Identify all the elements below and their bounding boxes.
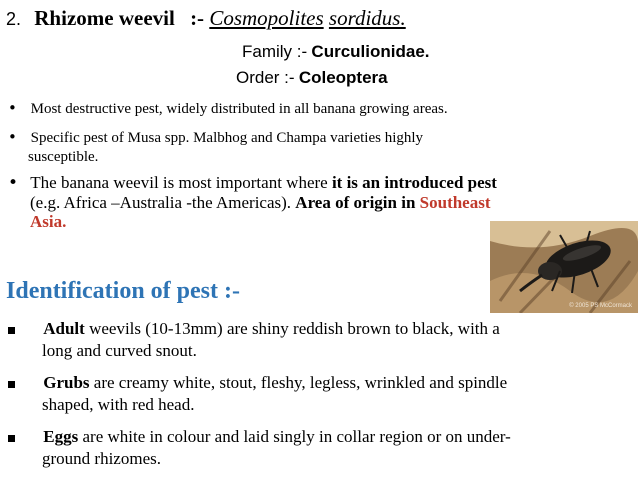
bullet-3-red-2: Asia. xyxy=(30,212,67,231)
bullet-3-pre: The banana weevil is most important where xyxy=(30,173,328,192)
bullet-3-line2-bold: Area of origin in xyxy=(295,193,416,212)
family-label: Family :- xyxy=(242,42,308,61)
bullet-dot: • xyxy=(8,99,17,117)
order-value: Coleoptera xyxy=(298,68,388,87)
family-value: Curculionidae. xyxy=(311,42,430,61)
item-eggs-line2: ground rhizomes. xyxy=(42,449,161,468)
weevil-image xyxy=(490,221,638,313)
family-line xyxy=(242,42,430,62)
bullet-dot: • xyxy=(8,128,17,146)
weevil-photo xyxy=(490,221,638,313)
item-eggs-bold: Eggs xyxy=(43,427,79,446)
item-adult-bold: Adult xyxy=(43,319,85,338)
bullet-2 xyxy=(8,128,423,167)
identification-heading: Identification of pest :- xyxy=(6,278,240,304)
square-bullet-icon xyxy=(8,327,15,334)
bullet-3-bold: it is an introduced pest xyxy=(331,173,497,192)
square-bullet-icon xyxy=(8,381,15,388)
item-eggs-bold-tail: ar xyxy=(82,427,96,446)
bullet-1-text: Most destructive pest, widely distributed in all banana growing areas. xyxy=(30,101,448,117)
order-line xyxy=(236,68,388,88)
identification-item-eggs xyxy=(8,426,511,470)
bullet-2-line2: susceptible. xyxy=(28,149,99,165)
order-label: Order :- xyxy=(236,68,295,87)
title-species: sordidus. xyxy=(328,6,406,30)
identification-item-grubs xyxy=(8,372,507,416)
title-genus: Cosmopolites xyxy=(209,6,324,30)
title-pest-name: Rhizome weevil xyxy=(34,6,175,30)
item-grubs-bold: Grubs xyxy=(43,373,90,392)
bullet-1 xyxy=(8,99,448,118)
title-number: 2. xyxy=(6,9,22,29)
item-grubs-line1: are creamy white, stout, fleshy, legless, wrinkled and spindle xyxy=(93,373,508,392)
title-separator: :- xyxy=(190,6,205,30)
item-eggs-line1: e white in colour and laid singly in collar region or on under- xyxy=(95,427,511,446)
title-line xyxy=(6,6,406,31)
photo-caption: © 2005 PS McCormack xyxy=(569,303,632,309)
identification-item-adult xyxy=(8,318,500,362)
item-adult-line1: weevils (10-13mm) are shiny reddish brown to black, with a xyxy=(89,319,500,338)
bullet-dot: • xyxy=(8,173,19,193)
item-grubs-line2: shaped, with red head. xyxy=(42,395,195,414)
square-bullet-icon xyxy=(8,435,15,442)
bullet-3-red-1: Southeast xyxy=(419,193,491,212)
bullet-3 xyxy=(8,173,497,231)
bullet-2-line1: Specific pest of Musa spp. Malbhog and Champa varieties highly xyxy=(30,130,424,146)
item-adult-line2: long and curved snout. xyxy=(42,341,197,360)
bullet-3-line2-pre: (e.g. Africa –Australia -the Americas). xyxy=(30,193,292,212)
